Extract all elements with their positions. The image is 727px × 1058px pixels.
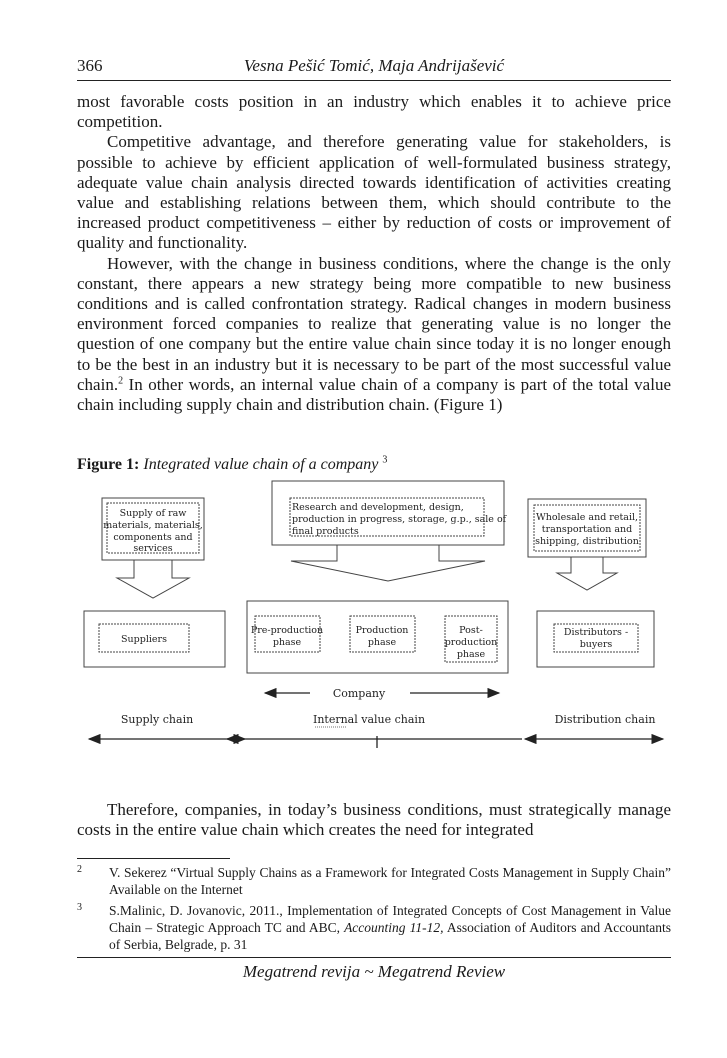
paragraph: most favorable costs position in an industry which enables it to achieve price competition. [77,92,671,132]
distributors-line: Distributors - [563,627,629,638]
footnote-text: S.Malinic, D. Jovanovic, 2011., Implementation of Integrated Concepts of Cost Management in Value Chain – Strategic Approach TC and ABC, [109,903,671,935]
internal-chain-label: Internal value chain [312,713,426,726]
pre-production-line: phase [272,637,302,648]
running-header-authors: Vesna Pešić Tomić, Maja Andrijašević [243,56,505,75]
footnotes [77,864,671,957]
supply-line: Supply of raw [119,508,187,519]
supply-line: components and [113,532,193,543]
body-text-continued [77,800,671,840]
footnote-number: 2 [77,864,82,875]
distribution-chain-label: Distribution chain [554,713,656,726]
supply-line: materials, materials, [103,520,203,531]
figure-title: Integrated value chain of a company [143,456,379,473]
value-chain-diagram [77,478,671,758]
body-text [77,92,671,415]
rd-line: Research and development, design, [292,502,464,513]
footnote-text: V. Sekerez “Virtual Supply Chains as a Framework for Integrated Costs Management in Supply Chain” Available on the Internet [109,865,671,897]
footnote-divider [77,858,230,859]
paragraph: Competitive advantage, and therefore generating value for stakeholders, is possible to achieve by efficient application of well-formulated business strategy, adequate value chain analysis directed towards identification of activities creating value and establishing relations between them, which should contribute to the increased product competitiveness – either by reduction of costs or improvement of quality and functionality. [77,132,671,253]
figure-label: Figure 1: [77,456,140,473]
footnote-ref[interactable]: 3 [382,454,388,466]
paragraph-text: However, with the change in business conditions, where the change is the only constant, there appears a new strategy being more compatible to new business conditions and is called confrontation strategy. Radical changes in modern business environment forced companies to realize that generating value is no longer the question of one company but the entire value chain since today it is no longer enough to be the best in an industry but it is necessary to be part of the most successful value chain. [77,253,671,394]
supply-line: services [133,543,173,554]
wholesale-line: shipping, distribution [535,536,639,547]
figure-caption [77,456,387,474]
production-line: phase [367,637,397,648]
paragraph: Therefore, companies, in today’s business conditions, must strategically manage costs in the entire value chain which creates the need for integrated [77,800,671,840]
post-production-line: Post- [459,625,483,636]
paragraph-text: In other words, an internal value chain of a company is part of the total value chain including supply chain and distribution chain. (Figure 1) [77,374,671,415]
footnote [77,864,671,898]
footnote-text: Association of Auditors and Accountants of Serbia, Belgrade, p. 31 [109,920,671,952]
footnote [77,902,671,953]
rd-line: final products [292,526,359,537]
supply-down-arrow [117,560,189,598]
wholesale-down-arrow [557,557,617,590]
post-production-line: phase [456,649,486,660]
paragraph [77,254,671,416]
value-chain-figure [77,478,671,758]
company-label: Company [332,687,386,700]
running-header [77,56,671,81]
pre-production-line: Pre-production [250,625,324,636]
wholesale-line: transportation and [541,524,633,535]
footnote-number: 3 [77,902,82,913]
page-number: 366 [77,56,103,75]
running-footer: Megatrend revija ~ Megatrend Review [77,957,671,982]
rd-line: production in progress, storage, g.p., sale of [292,514,507,525]
post-production-line: production [444,637,498,648]
rd-down-arrow [291,545,485,581]
distributors-line: buyers [579,639,613,650]
wholesale-line: Wholesale and retail, [535,512,639,523]
supply-chain-label: Supply chain [120,713,194,726]
footnote-journal: Accounting 11-12, [344,920,444,935]
suppliers-label: Suppliers [121,634,167,645]
production-line: Production [355,625,409,636]
footnote-ref[interactable]: 2 [118,375,124,387]
